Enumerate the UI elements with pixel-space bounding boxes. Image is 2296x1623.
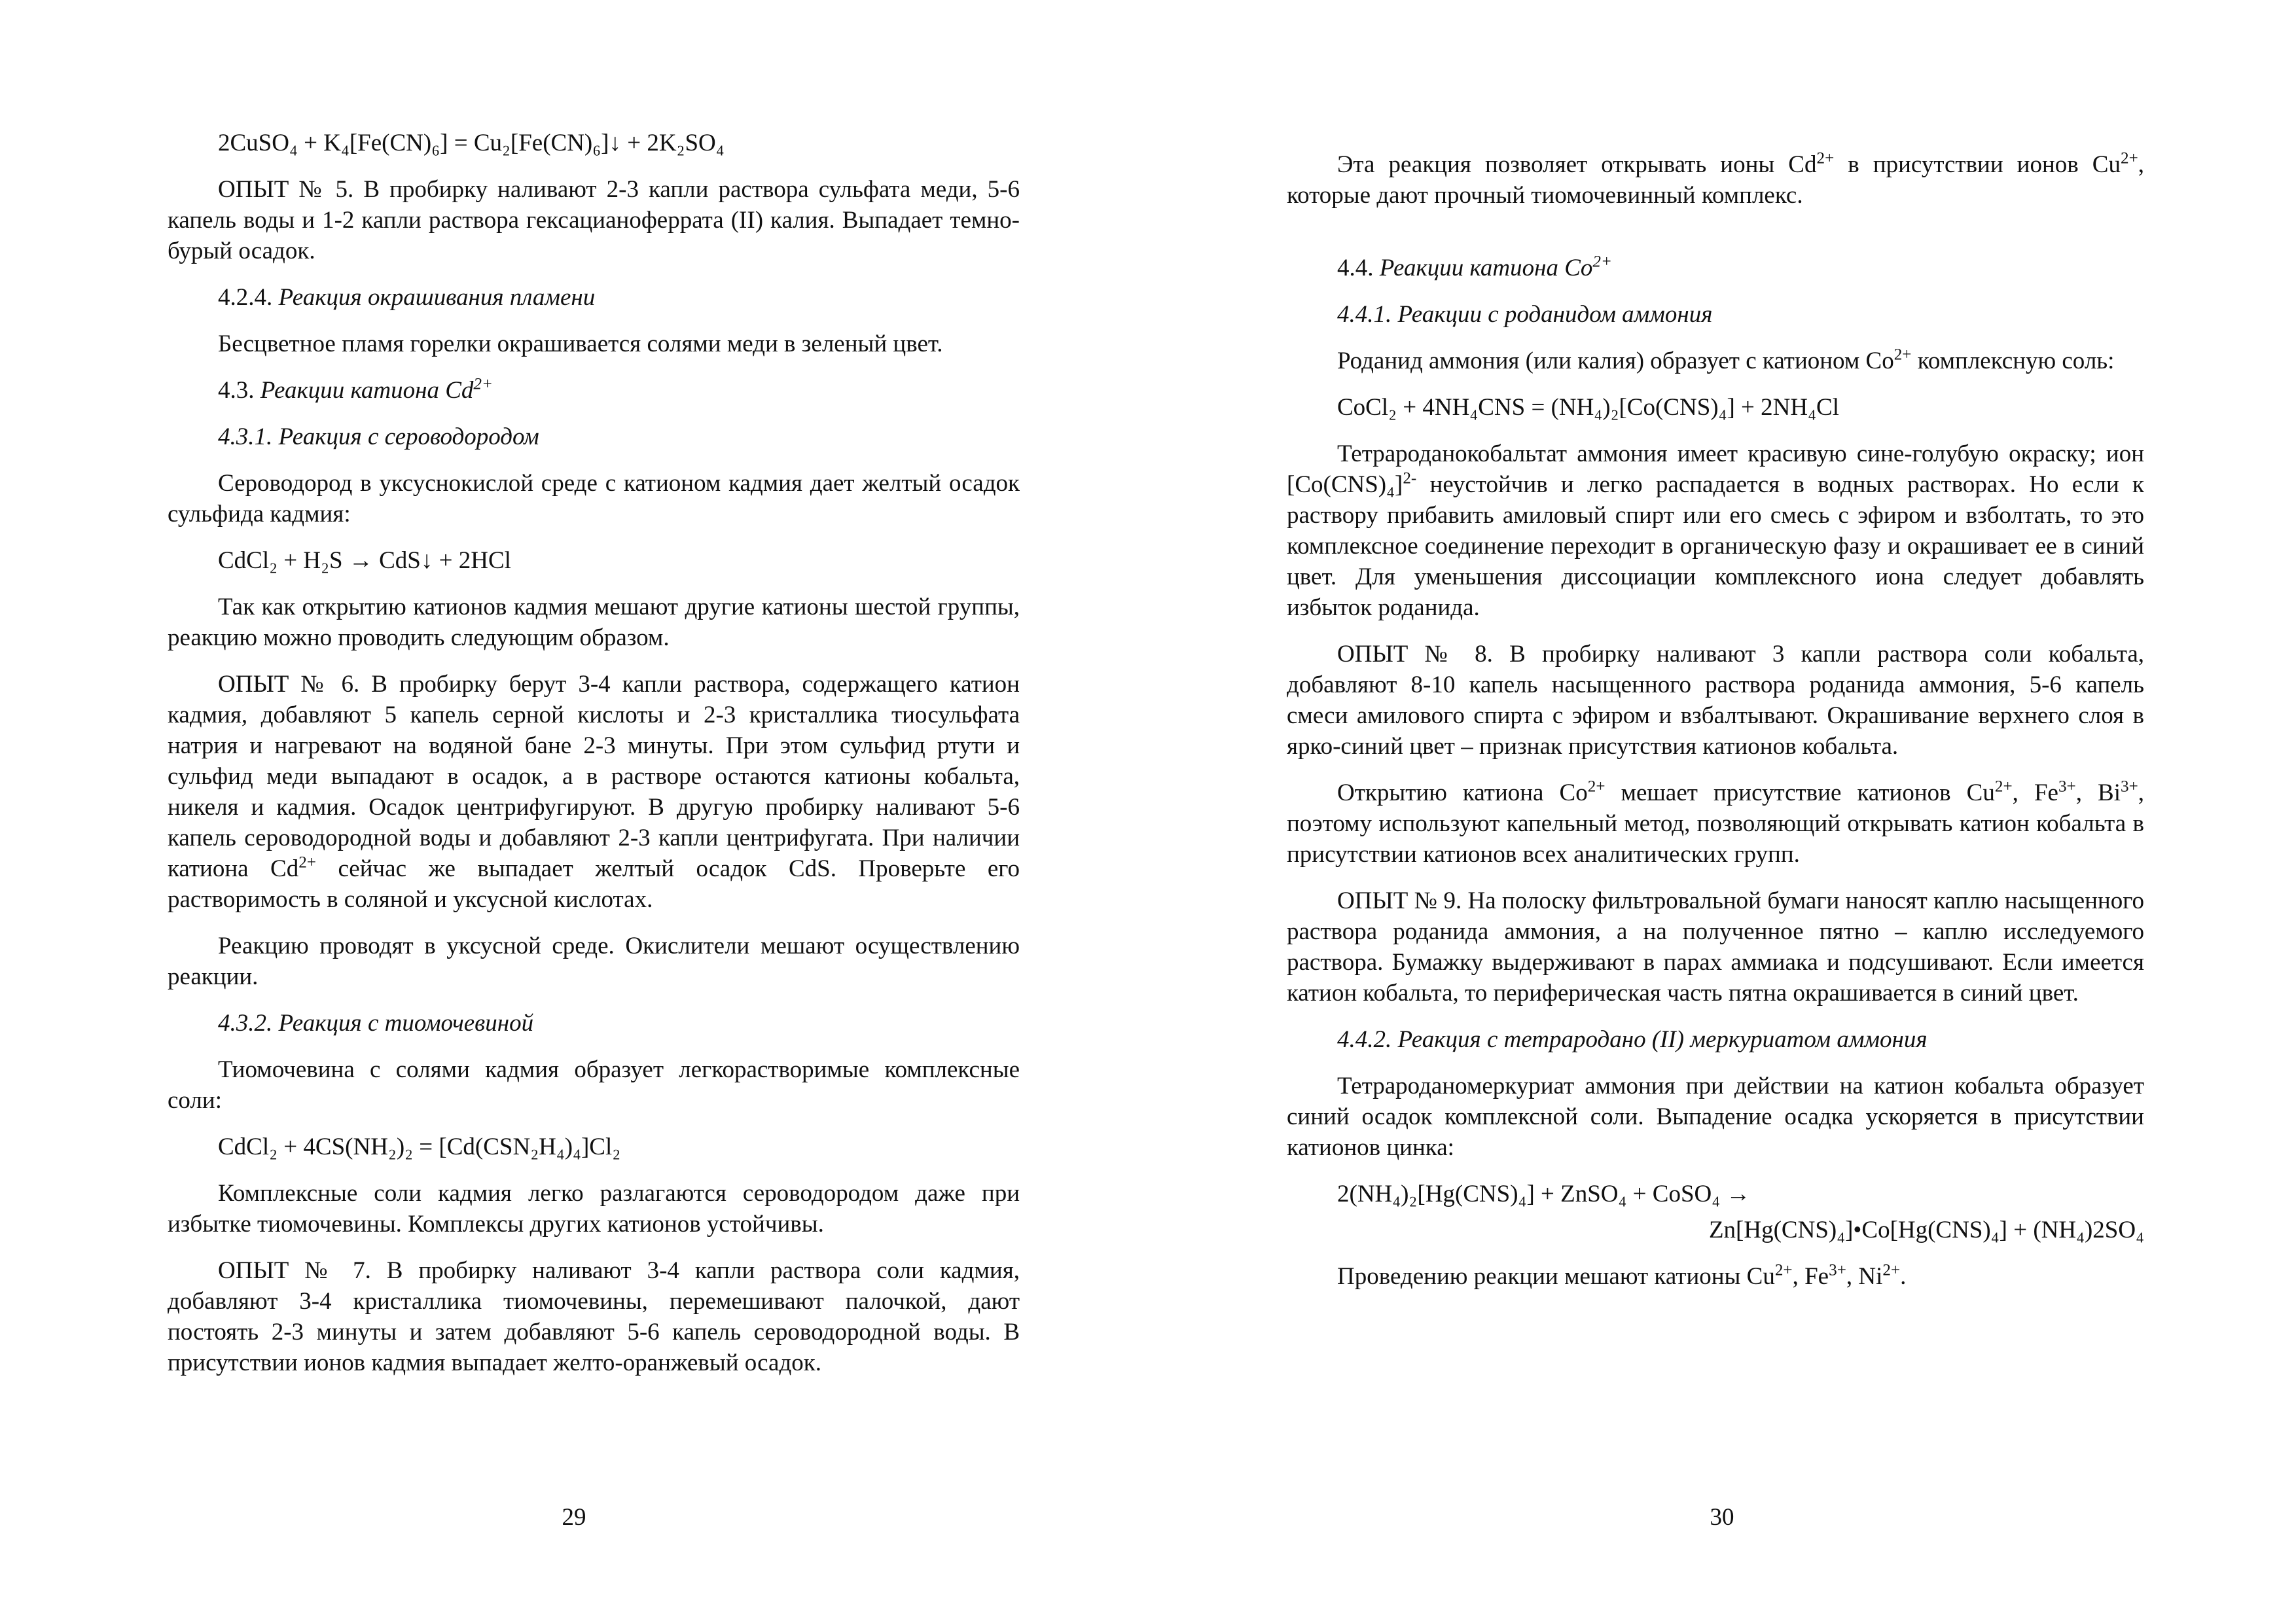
equation-thiourea: CdCl₂ + 4CS(NH₂)₂ = [Cd(CSN₂H₄)₄]Cl₂ [218, 1133, 621, 1160]
charge-superscript: 2- [1403, 469, 1417, 488]
charge-superscript: 2+ [1587, 777, 1605, 796]
thiourea-text: Тиомочевина с солями кадмия образует легкорастворимые комплексные соли: [168, 1056, 1020, 1114]
experiment-7: ОПЫТ № 7. В пробирку наливают 3-4 капли раствора соли кадмия, добавляют 3-4 кристаллика тиомочевины, перемешивают палочкой, дают постоять 2-3 минуты и затем добавляют 5-6 капель сероводородной воды. В присутствии ионов кадмия выпадает желто-оранжевый осадок. [168, 1257, 1020, 1376]
charge-superscript: 2+ [1893, 346, 1912, 364]
intro-part-c: , которые дают прочный тиомочевинный комплекс. [1287, 151, 2145, 209]
experiment-6-part-a: ОПЫТ № 6. В пробирку берут 3-4 капли раствора, содержащего катион кадмия, добавляют 5 капель серной кислоты и 2-3 кристаллика тиосульфата натрия и нагревают на водяной бане 2-3 минуты. При этом сульфид ртути и сульфид меди выпадают в осадок, а в растворе остаются катионы кобальта, никеля и кадмия. Осадок центрифугируют. В другую пробирку наливают 5-6 капель сероводородной воды и добавляют 2-3 капли центрифугата. При наличии катиона Cd [168, 671, 1020, 882]
rhodanide-part-a: Роданид аммония (или калия) образует с катионом Co [1337, 348, 1894, 374]
open-part-b: мешает присутствие катионов Cu [1605, 779, 1995, 806]
equation-cu2-ferrocyanide: 2CuSO₄ + K₄[Fe(CN)₆] = Cu₂[Fe(CN)₆]↓ + 2K₂SO₄ [218, 130, 725, 156]
charge-superscript: 2+ [1816, 149, 1835, 168]
rhodanide-text [1287, 346, 2144, 376]
acetic-medium-text: Реакцию проводят в уксусной среде. Окислители мешают осуществлению реакции. [168, 933, 1020, 990]
charge-superscript: 2+ [1774, 1261, 1793, 1279]
equation-cobalt-rhodanide: CoCl₂ + 4NH₄CNS = (NH₄)₂[Co(CNS)₄] + 2NH₄Cl [1337, 394, 1839, 421]
final-part-c: , Ni [1846, 1263, 1883, 1290]
charge-superscript: 2+ [1592, 253, 1612, 271]
experiment-9: ОПЫТ № 9. На полоску фильтровальной бумаги наносят каплю насыщенного раствора роданида аммония, а на полученное пятно – каплю исследуемого раствора. Бумажку выдерживают в парах аммиака и подсушивают. Если имеется катион кобальта, то периферическая часть пятна окрашивается в синий цвет. [1287, 887, 2144, 1007]
rhodanide-part-b: комплексную соль: [1911, 348, 2115, 374]
charge-superscript: 2+ [1882, 1261, 1901, 1279]
flame-coloring-text: Бесцветное пламя горелки окрашивается солями меди в зеленый цвет. [218, 330, 943, 357]
experiment-8: ОПЫТ № 8. В пробирку наливают 3 капли раствора соли кобальта, добавляют 8-10 капель насыщенного раствора роданида аммония, 5-6 капель смеси амилового спирта с эфиром и взбалтывают. Окрашивание верхнего слоя в ярко-синий цвет – признак присутствия катионов кобальта. [1287, 641, 2144, 760]
heading-4-2-4 [168, 282, 1020, 313]
heading-title: Реакция окрашивания пламени [278, 284, 596, 311]
heading-number: 4.3. [218, 377, 255, 404]
final-interference-text [1287, 1261, 2144, 1292]
page-number: 29 [562, 1504, 586, 1531]
equation-cds: CdCl₂ + H₂S → CdS↓ + 2HCl [218, 547, 511, 574]
final-part-b: , Fe [1792, 1263, 1829, 1290]
open-part-a: Открытию катиона Co [1337, 779, 1588, 806]
charge-superscript: 2+ [2121, 149, 2138, 168]
open-part-d: , Bi [2075, 779, 2121, 806]
open-part-e: , поэтому используют капельный метод, позволяющий открывать катион кобальта в присутствии катионов всех аналитических групп. [1287, 779, 2145, 868]
charge-superscript: 3+ [2058, 777, 2076, 796]
intro-part-a: Эта реакция позволяет открывать ионы Cd [1337, 151, 1817, 178]
mercuriate-text: Тетрароданомеркуриат аммония при действии на катион кобальта образует синий осадок комплексной соли. Выпадение осадка ускоряется в присутствии катионов цинка: [1287, 1073, 2144, 1161]
final-part-a: Проведению реакции мешают катионы Cu [1337, 1263, 1775, 1290]
equation-mercuriate-line-1: 2(NH₄)₂[Hg(CNS)₄] + ZnSO₄ + CoSO₄ → [1337, 1181, 1751, 1207]
intro-text [1287, 149, 2144, 211]
experiment-6-part-b: сейчас же выпадает желтый осадок CdS. Проверьте его растворимость в соляной и уксусной кислотах. [168, 855, 1020, 913]
intro-part-b: в присутствии ионов Cu [1834, 151, 2121, 178]
open-part-c: , Fe [2012, 779, 2058, 806]
charge-superscript: 3+ [1829, 1261, 1846, 1279]
heading-4-3-2: 4.3.2. Реакция с тиомочевиной [218, 1010, 534, 1037]
charge-superscript: 2+ [473, 375, 493, 393]
heading-title: Реакции катиона Co [1379, 255, 1593, 281]
heading-4-3 [168, 375, 1020, 406]
heading-4-4-1: 4.4.1. Реакции с роданидом аммония [1337, 301, 1713, 328]
right-page [1148, 0, 2296, 1623]
tetrarhodanocobaltate-text [1287, 438, 2144, 623]
heading-title: Реакции катиона Cd [260, 377, 474, 404]
right-text-column [1287, 149, 2144, 1308]
final-part-d: . [1900, 1263, 1907, 1290]
experiment-5: ОПЫТ № 5. В пробирку наливают 2-3 капли раствора сульфата меди, 5-6 капель воды и 1-2 капли раствора гексацианоферрата (II) калия. Выпадает темно-бурый осадок. [168, 176, 1020, 264]
charge-superscript: 2+ [298, 853, 316, 872]
experiment-6 [168, 669, 1020, 915]
charge-superscript: 2+ [1994, 777, 2013, 796]
heading-number: 4.4. [1337, 255, 1374, 281]
hydrogen-sulfide-text: Сероводород в уксуснокислой среде с катионом кадмия дает желтый осадок сульфида кадмия: [168, 470, 1020, 527]
complex-salts-text: Комплексные соли кадмия легко разлагаются сероводородом даже при избытке тиомочевины. Комплексы других катионов устойчивы. [168, 1180, 1020, 1238]
heading-4-4-2: 4.4.2. Реакция с тетрародано (II) меркуриатом аммония [1337, 1026, 1928, 1053]
heading-4-4 [1287, 253, 2144, 283]
page-number: 30 [1710, 1504, 1734, 1531]
left-text-column [168, 128, 1020, 1394]
heading-number: 4.2.4. [218, 284, 273, 311]
heading-4-3-1: 4.3.1. Реакция с сероводородом [218, 423, 539, 450]
equation-mercuriate-line-2: Zn[Hg(CNS)₄]•Co[Hg(CNS)₄] + (NH₄)2SO₄ [1708, 1217, 2144, 1243]
tetra-part-b: неустойчив и легко распадается в водных растворах. Но если к раствору прибавить амиловый спирт или его смесь с эфиром и взболтать, то это комплексное соединение переходит в органическую фазу и окрашивает ее в синий цвет. Для уменьшения диссоциации комплексного иона следует добавлять избыток роданида. [1287, 471, 2144, 621]
charge-superscript: 3+ [2121, 777, 2138, 796]
cobalt-interference-text [1287, 777, 2144, 870]
interference-text: Так как открытию катионов кадмия мешают другие катионы шестой группы, реакцию можно проводить следующим образом. [168, 594, 1020, 651]
tetra-part-a: Тетрароданокобальтат аммония имеет красивую сине-голубую окраску; ион [Co(CNS)₄] [1287, 440, 2144, 498]
